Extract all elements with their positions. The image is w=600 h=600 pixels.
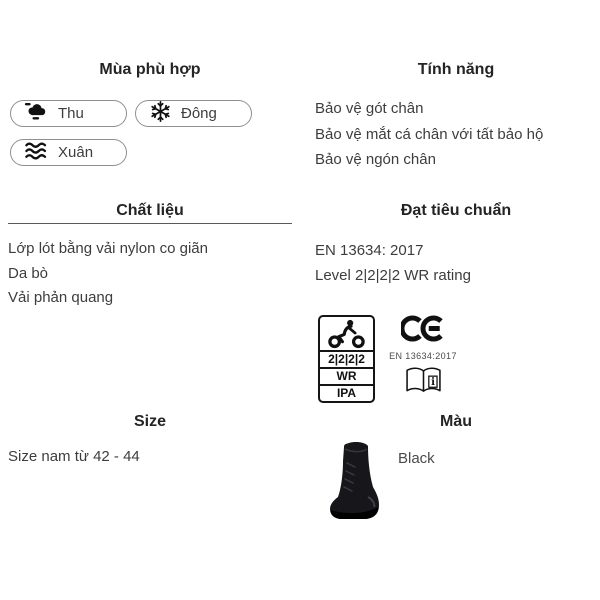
section-color: [315, 412, 597, 552]
section-standards: [315, 201, 597, 416]
season-pill-dong[interactable]: [135, 100, 252, 127]
season-pill-row: [10, 100, 292, 166]
season-pill-label: Đông: [181, 105, 217, 122]
motorcycle-rider-icon: [320, 317, 373, 350]
standards-item: Level 2|2|2|2 WR rating: [315, 267, 471, 284]
snowflake-icon: [149, 100, 172, 127]
manual-book-icon: [405, 366, 442, 400]
size-title: Size: [133, 413, 166, 430]
protection-rating-label: [318, 315, 375, 403]
certification-icons: [318, 315, 464, 403]
season-pill-label: Thu: [58, 105, 84, 122]
svg-text:i: i: [430, 376, 435, 389]
season-title: Mùa phù hợp: [99, 61, 201, 78]
feature-item: Bảo vệ ngón chân: [315, 151, 436, 168]
season-pill-xuan[interactable]: [10, 139, 127, 166]
standards-list: [315, 238, 597, 288]
ce-certification: [382, 315, 464, 400]
color-swatch-boot[interactable]: [328, 441, 382, 526]
season-pill-label: Xuân: [58, 144, 94, 161]
standards-title: Đạt tiêu chuẩn: [400, 202, 512, 219]
material-item: Vải phản quang: [8, 289, 114, 306]
material-item: Da bò: [8, 264, 49, 282]
section-size: [8, 412, 292, 466]
color-title: Màu: [440, 413, 472, 430]
features-list: [315, 96, 597, 173]
section-season: [8, 60, 292, 166]
standards-item: EN 13634: 2017: [315, 242, 424, 259]
material-list: [8, 237, 292, 311]
feature-item: Bảo vệ gót chân: [315, 100, 424, 117]
ce-standard-text: EN 13634:2017: [389, 351, 457, 361]
rating-wr: WR: [320, 367, 373, 384]
ce-mark-icon: [401, 315, 445, 347]
section-features: [315, 60, 597, 173]
cloud-icon: [24, 101, 49, 126]
rating-levels: 2|2|2|2: [320, 350, 373, 367]
section-material: [8, 201, 292, 311]
material-item: Lớp lót bằng vải nylon co giãn: [8, 240, 208, 257]
rating-ipa: IPA: [320, 384, 373, 401]
size-value: Size nam từ 42 - 44: [8, 448, 140, 465]
material-title: Chất liệu: [8, 201, 292, 224]
season-pill-thu[interactable]: [10, 100, 127, 127]
feature-item: Bảo vệ mắt cá chân với tất bảo hộ: [315, 125, 544, 143]
boot-image: [328, 508, 382, 525]
waves-icon: [24, 141, 49, 165]
color-name-label: Black: [398, 450, 435, 467]
features-title: Tính năng: [417, 61, 495, 78]
